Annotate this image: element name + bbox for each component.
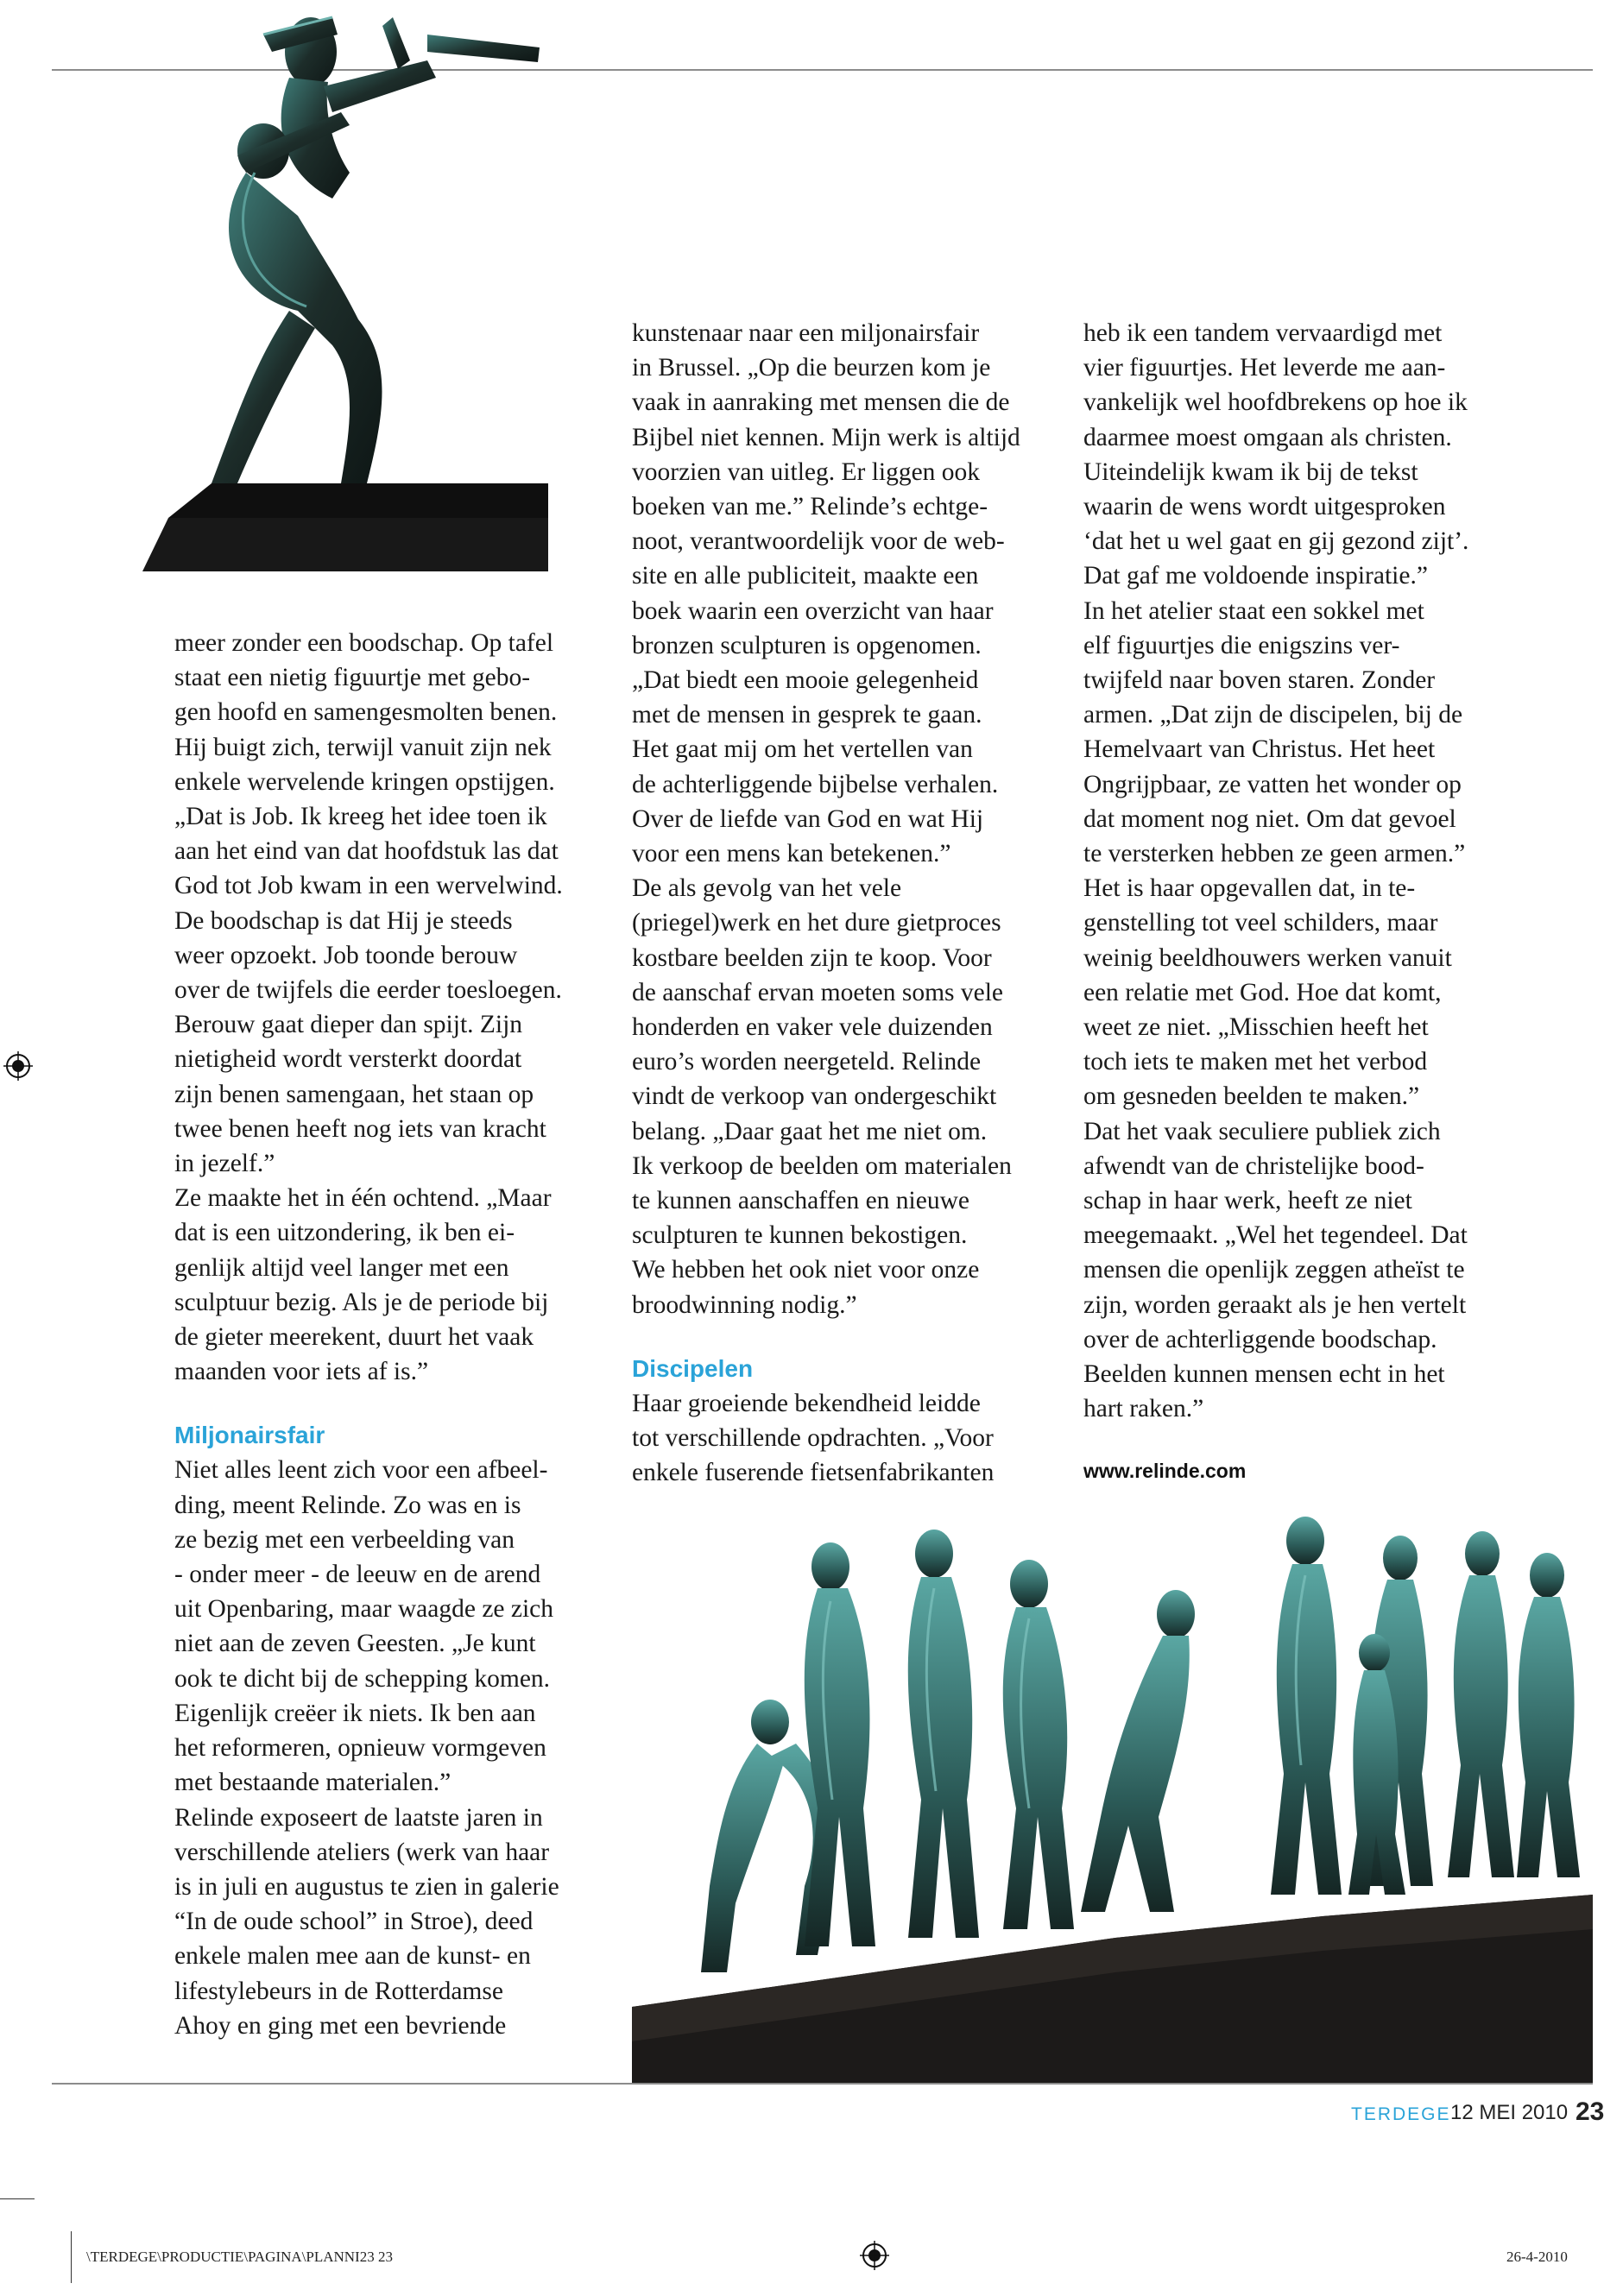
article-column-2 (632, 316, 1068, 1491)
text-line: Ik verkoop de beelden om materialen (632, 1151, 1012, 1180)
text-line: zijn benen samengaan, het staan op (174, 1080, 534, 1108)
text-line: twee benen heeft nog iets van kracht (174, 1114, 546, 1143)
text-line: een relatie met God. Hoe dat komt, (1083, 978, 1442, 1006)
text-line: met de mensen in gesprek te gaan. (632, 701, 982, 729)
text-line: afwendt van de christelijke bood- (1083, 1151, 1424, 1180)
text-line: over de achterliggende boodschap. (1083, 1325, 1437, 1353)
text-line: - onder meer - de leeuw en de arend (174, 1561, 541, 1589)
sculpture-photo-bottom (632, 1523, 1593, 2085)
text-line: weer opzoekt. Job toonde berouw (174, 941, 518, 969)
text-line: bronzen sculpturen is opgenomen. (632, 631, 982, 659)
text-line: is in juli en augustus te zien in galerie (174, 1872, 559, 1901)
text-line: genlijk altijd veel langer met een (174, 1253, 509, 1282)
text-line: kostbare beelden zijn te koop. Voor (632, 943, 992, 972)
text-line: uit Openbaring, maar waagde ze zich (174, 1595, 554, 1624)
text-line: Hij buigt zich, terwijl vanuit zijn nek (174, 733, 552, 761)
text-line: vindt de verkoop van ondergeschikt (632, 1082, 997, 1111)
text-line: gen hoofd en samengesmolten benen. (174, 698, 558, 727)
text-line: meegemaakt. „Wel het tegendeel. Dat (1083, 1221, 1468, 1250)
text-line: honderden en vaker vele duizenden (632, 1013, 993, 1042)
section-heading: Miljonairsfair (174, 1422, 325, 1449)
text-line: twijfeld naar boven staren. Zonder (1083, 666, 1436, 695)
text-line: euro’s worden neergeteld. Relinde (632, 1048, 982, 1076)
text-line: Dat gaf me voldoende inspiratie.” (1083, 562, 1428, 590)
text-line: waarin de wens wordt uitgesproken (1083, 493, 1446, 521)
text-line: Dat het vaak seculiere publiek zich (1083, 1117, 1441, 1145)
text-line: niet aan de zeven Geesten. „Je kunt (174, 1630, 536, 1658)
text-line: De als gevolg van het vele (632, 874, 902, 903)
text-line: tot verschillende opdrachten. „Voor (632, 1424, 994, 1453)
text-line: meer zonder een boodschap. Op tafel (174, 629, 554, 657)
text-line: noot, verantwoordelijk voor de web- (632, 527, 1005, 556)
text-line: genstelling tot veel schilders, maar (1083, 909, 1438, 937)
text-line: in Brussel. „Op die beurzen kom je (632, 354, 991, 382)
text-line: schap in haar werk, heeft ze niet (1083, 1187, 1412, 1215)
text-line: vaak in aanraking met mensen die de (632, 388, 1010, 417)
text-line: God tot Job kwam in een wervelwind. (174, 872, 563, 900)
text-line: enkele wervelende kringen opstijgen. (174, 767, 555, 796)
text-line: vier figuurtjes. Het leverde me aan- (1083, 354, 1446, 382)
text-line: de achterliggende bijbelse verhalen. (632, 770, 999, 798)
text-line: Ongrijpbaar, ze vatten het wonder op (1083, 770, 1462, 798)
text-line: Relinde exposeert de laatste jaren in (174, 1803, 543, 1832)
text-line: toch iets te maken met het verbod (1083, 1048, 1428, 1076)
slug-path: \TERDEGE\PRODUCTIE\PAGINA\PLANNI23 23 (86, 2249, 393, 2265)
text-line: hart raken.” (1083, 1395, 1204, 1423)
text-line: elf figuurtjes die enigszins ver- (1083, 631, 1400, 659)
text-line: boek waarin een overzicht van haar (632, 596, 994, 625)
text-line: ‘dat het u wel gaat en gij gezond zijt’. (1083, 527, 1469, 556)
text-line: nietigheid wordt versterkt doordat (174, 1045, 522, 1074)
text-line: enkele fuserende fietsenfabrikanten (632, 1459, 995, 1487)
text-line: De boodschap is dat Hij je steeds (174, 906, 513, 935)
text-line: Uiteindelijk kwam ik bij de tekst (1083, 457, 1418, 486)
text-line: Ahoy en ging met een bevriende (174, 2011, 507, 2040)
text-line: verschillende ateliers (werk van haar (174, 1838, 550, 1866)
text-line: te kunnen aanschaffen en nieuwe (632, 1187, 969, 1215)
text-line: voor een mens kan betekenen.” (632, 840, 951, 868)
text-line: weinig beeldhouwers werken vanuit (1083, 943, 1452, 972)
text-line: Bijbel niet kennen. Mijn werk is altijd (632, 423, 1020, 451)
slug-date: 26-4-2010 (1506, 2249, 1568, 2265)
text-line: weet ze niet. „Misschien heeft het (1083, 1013, 1429, 1042)
text-line: voorzien van uitleg. Er liggen ook (632, 457, 981, 486)
text-line: ze bezig met een verbeelding van (174, 1525, 515, 1554)
text-line: dat moment nog niet. Om dat gevoel (1083, 804, 1456, 833)
bottom-rule (52, 2083, 1593, 2085)
crop-mark-left (0, 2198, 35, 2199)
text-line: broodwinning nodig.” (632, 1290, 857, 1319)
text-line: de aanschaf ervan moeten soms vele (632, 978, 1004, 1006)
text-line: over de twijfels die eerder toesloegen. (174, 976, 562, 1005)
text-line: zijn, worden geraakt als je hen vertelt (1083, 1290, 1467, 1319)
text-line: om gesneden beelden te maken.” (1083, 1082, 1420, 1111)
text-line: Niet alles leent zich voor een afbeel- (174, 1456, 548, 1485)
text-line: Berouw gaat dieper dan spijt. Zijn (174, 1011, 523, 1039)
text-line: kunstenaar naar een miljonairsfair (632, 319, 980, 347)
text-line: Hemelvaart van Christus. Het heet (1083, 735, 1436, 764)
text-line: vankelijk wel hoofdbrekens op hoe ik (1083, 388, 1468, 417)
text-line: sculptuur bezig. Als je de periode bij (174, 1288, 549, 1316)
footer-magazine: TERDEGE (1351, 2104, 1451, 2124)
text-line: in jezelf.” (174, 1150, 275, 1178)
registration-mark-icon (860, 2241, 889, 2270)
text-line: mensen die openlijk zeggen atheïst te (1083, 1256, 1465, 1284)
text-line: We hebben het ook niet voor onze (632, 1256, 980, 1284)
text-line: het reformeren, opnieuw vormgeven (174, 1734, 546, 1763)
text-line: ook te dicht bij de schepping komen. (174, 1664, 551, 1693)
text-line: de gieter meerekent, duurt het vaak (174, 1323, 534, 1352)
text-line: Beelden kunnen mensen echt in het (1083, 1360, 1445, 1389)
text-line: enkele malen mee aan de kunst- en (174, 1942, 531, 1971)
article-column-3 (1083, 316, 1519, 1427)
text-line: belang. „Daar gaat het me niet om. (632, 1117, 988, 1145)
footer-page-number: 23 (1576, 2097, 1604, 2126)
article-column-1 (174, 626, 610, 2043)
text-line: staat een nietig figuurtje met gebo- (174, 664, 531, 692)
text-line: maanden voor iets af is.” (174, 1358, 429, 1386)
section-heading: Discipelen (632, 1354, 754, 1382)
text-line: te versterken hebben ze geen armen.” (1083, 840, 1466, 868)
text-line: met bestaande materialen.” (174, 1769, 452, 1797)
text-line: aan het eind van dat hoofdstuk las dat (174, 837, 559, 866)
text-line: lifestylebeurs in de Rotterdamse (174, 1977, 503, 2005)
text-line: site en alle publiciteit, maakte een (632, 562, 979, 590)
text-line: Het gaat mij om het vertellen van (632, 735, 973, 764)
text-line: boeken van me.” Relinde’s echtge- (632, 493, 988, 521)
text-line: „Dat biedt een mooie gelegenheid (632, 666, 979, 695)
text-line: Haar groeiende bekendheid leidde (632, 1389, 981, 1417)
text-line: “In de oude school” in Stroe), deed (174, 1908, 534, 1936)
text-line: (priegel)werk en het dure gietproces (632, 909, 1001, 937)
text-line: „Dat is Job. Ik kreeg het idee toen ik (174, 803, 547, 831)
text-line: heb ik een tandem vervaardigd met (1083, 319, 1443, 347)
sculpture-photo-top (134, 0, 565, 571)
text-line: dat is een uitzondering, ik ben ei- (174, 1219, 515, 1247)
text-line: ding, meent Relinde. Zo was en is (174, 1491, 521, 1519)
text-line: Over de liefde van God en wat Hij (632, 804, 984, 833)
text-line: Het is haar opgevallen dat, in te- (1083, 874, 1416, 903)
text-line: daarmee moest omgaan als christen. (1083, 423, 1452, 451)
text-line: sculpturen te kunnen bekostigen. (632, 1221, 968, 1250)
crop-mark-vertical (71, 2231, 72, 2283)
text-line: Ze maakte het in één ochtend. „Maar (174, 1184, 552, 1213)
text-line: In het atelier staat een sokkel met (1083, 596, 1424, 625)
registration-mark-icon (3, 1051, 33, 1081)
text-line: armen. „Dat zijn de discipelen, bij de (1083, 701, 1463, 729)
footer-date: 12 MEI 2010 (1450, 2101, 1569, 2124)
website-url[interactable]: www.relinde.com (1083, 1460, 1247, 1482)
text-line: Eigenlijk creëer ik niets. Ik ben aan (174, 1699, 536, 1727)
